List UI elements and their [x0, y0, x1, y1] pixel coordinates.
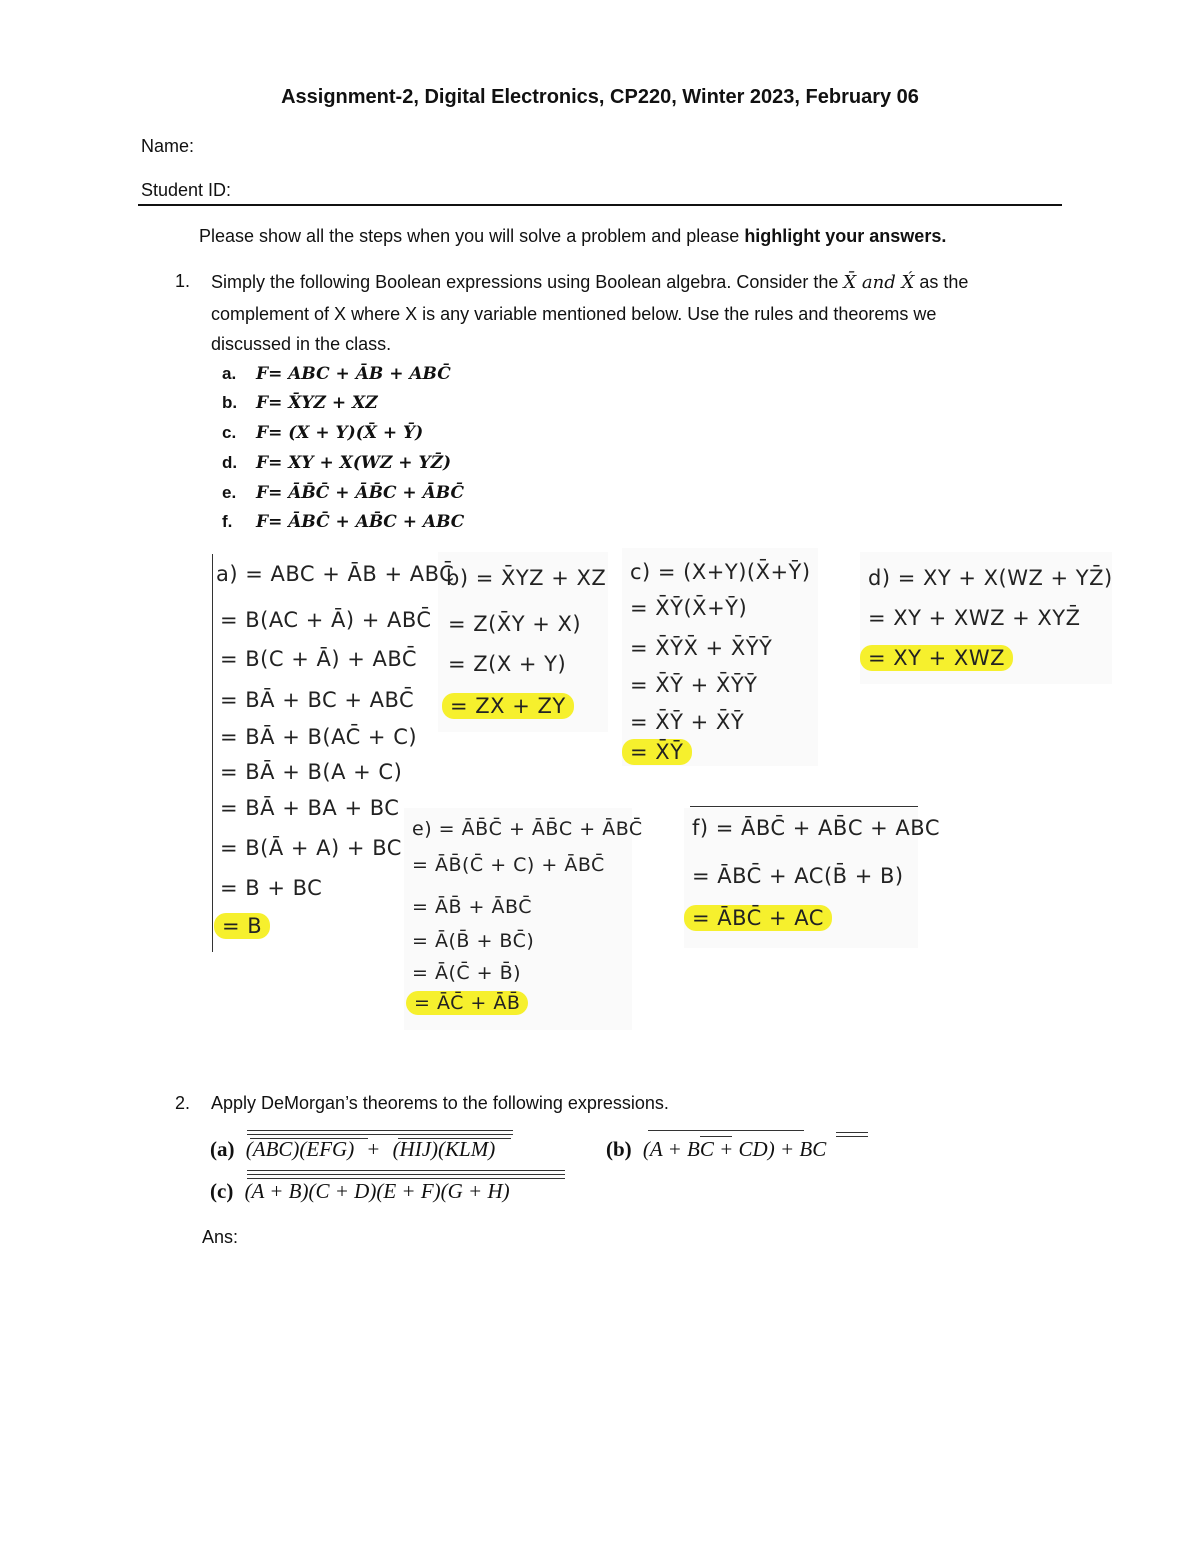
solution-a-line-8: = B(Ā + A) + BC: [220, 836, 402, 860]
header-rule: [138, 204, 1062, 206]
q1-line1-after: as the: [914, 272, 969, 292]
q2-b-overbar-bc-3: [836, 1136, 868, 1137]
q2-c-expr: (A + B)(C + D)(E + F)(G + H): [244, 1179, 510, 1203]
solution-a-line-5: = BĀ + B(AC̄ + C): [220, 725, 418, 749]
solution-a-line-1: a) = ABC + ĀB + ABC̄: [216, 562, 455, 586]
solution-c-line-2: = X̄Ȳ(X̄+Ȳ): [630, 596, 748, 620]
q1-item-c: c. F= (X + Y)(X̄ + Ȳ): [222, 423, 424, 443]
q2-a-overbar-outer-2: [247, 1134, 513, 1135]
q1-item-f: f. F= ĀBC̄ + AB̄C + ABC: [222, 512, 465, 532]
student-id-label: Student ID:: [141, 180, 232, 200]
q1-item-b: b. F= X̄YZ + XZ: [222, 393, 378, 413]
q1-item-d: d. F= XY + X(WZ + YZ̄): [222, 453, 452, 473]
solution-f-line-1: f) = ĀBC̄ + AB̄C + ABC: [692, 816, 940, 840]
instructions-text: Please show all the steps when you will solve a problem and please: [199, 226, 745, 246]
solution-e-line-4: = Ā(B̄ + BC̄): [412, 930, 535, 952]
q1-text: [211, 267, 1061, 360]
solution-d-line-2: = XY + XWZ + XYZ̄: [868, 606, 1081, 630]
solution-b-answer: = ZX + ZY: [442, 694, 574, 718]
q2-a: [210, 1137, 495, 1162]
q1-line1: Simply the following Boolean expressions using Boolean algebra. Consider the: [211, 272, 844, 292]
solution-c-line-4: = X̄Ȳ + X̄ȲȲ: [630, 673, 758, 697]
solution-b-line-3: = Z(X + Y): [448, 652, 567, 676]
solution-a-margin-line: [212, 554, 213, 952]
q2-b-label: (b): [606, 1137, 632, 1161]
q2-b-overbar-bc-2: [836, 1132, 868, 1133]
solution-a-line-3: = B(C + Ā) + ABC̄: [220, 647, 418, 671]
q1-item-a: a. F= ABC + ĀB + ABC̄: [222, 364, 451, 384]
q2-a-overbar-outer-1: [247, 1130, 513, 1131]
solution-c-line-3: = X̄ȲX̄ + X̄ȲȲ: [630, 636, 773, 660]
q2-b-expr: (A + BC + CD) + BC: [642, 1137, 827, 1161]
q1-math: X̄ and X́: [843, 272, 915, 293]
q2-c-overbar-2: [247, 1174, 565, 1175]
q2-a-label: (a): [210, 1137, 235, 1161]
solution-e-line-5: = Ā(C̄ + B̄): [412, 962, 522, 984]
q2-b-overbar-outer: [648, 1130, 804, 1131]
page-title: Assignment-2, Digital Electronics, CP220, Winter 2023, February 06: [281, 86, 919, 108]
q2-a-overbar-1: [250, 1138, 368, 1139]
answer-label: Ans:: [202, 1227, 239, 1247]
solution-c-line-1: c) = (X+Y)(X̄+Ȳ): [630, 560, 811, 584]
solution-a-line-9: = B + BC: [220, 876, 323, 900]
solution-f-answer: = ĀBC̄ + AC: [684, 906, 832, 930]
solution-e-answer: = ĀC̄ + ĀB̄: [406, 992, 528, 1014]
solution-e-line-2: = ĀB̄(C̄ + C) + ĀBC̄: [412, 854, 605, 876]
q1-number: 1.: [175, 271, 191, 291]
solution-c-answer: = X̄Ȳ: [622, 740, 692, 764]
solution-b-line-2: = Z(X̄Y + X): [448, 612, 582, 636]
solution-e-line-1: e) = ĀB̄C̄ + ĀB̄C + ĀBC̄: [412, 818, 643, 840]
q1-line2: complement of X where X is any variable mentioned below. Use the rules and theorems we: [211, 303, 937, 324]
q2-text: Apply DeMorgan’s theorems to the following expressions.: [211, 1093, 669, 1113]
q2-b-overbar-bc-1: [700, 1136, 732, 1137]
solution-a-answer: = B: [214, 914, 270, 938]
q2-a-plus: +: [367, 1137, 380, 1161]
q2-number: 2.: [175, 1093, 191, 1113]
q2-a-overbar-2: [398, 1138, 511, 1139]
q1-line3: discussed in the class.: [211, 334, 392, 354]
solution-a-line-7: = BĀ + BA + BC: [220, 796, 400, 820]
instructions: [199, 226, 946, 247]
q1-item-e: e. F= ĀB̄C̄ + ĀB̄C + ĀBC̄: [222, 483, 464, 503]
q2-c-overbar-1: [247, 1170, 565, 1171]
solution-d-answer: = XY + XWZ: [860, 646, 1013, 670]
solution-e-line-3: = ĀB̄ + ĀBC̄: [412, 896, 532, 918]
q2-c-label: (c): [210, 1179, 234, 1203]
q2-a-expr-2: (HIJ)(KLM): [392, 1137, 496, 1161]
name-label: Name:: [141, 136, 195, 156]
solution-a-line-2: = B(AC + Ā) + ABC̄: [220, 608, 432, 632]
q2-b: [606, 1137, 826, 1162]
solution-a-line-6: = BĀ + B(A + C): [220, 760, 403, 784]
solution-f-line-2: = ĀBC̄ + AC(B̄ + B): [692, 864, 904, 888]
solution-d-line-1: d) = XY + X(WZ + YZ̄): [868, 566, 1113, 590]
q2-a-expr-1: (ABC)(EFG): [245, 1137, 355, 1161]
solution-c-line-5: = X̄Ȳ + X̄Ȳ: [630, 710, 745, 734]
q2-c: [210, 1179, 510, 1204]
instructions-bold: highlight your answers.: [744, 226, 947, 246]
solution-b-line-1: b) = X̄YZ + XZ: [446, 566, 607, 590]
solution-f-top-rule: [690, 806, 918, 807]
q2-c-overbar-3: [247, 1178, 565, 1179]
solution-a-line-4: = BĀ + BC + ABC̄: [220, 688, 415, 712]
